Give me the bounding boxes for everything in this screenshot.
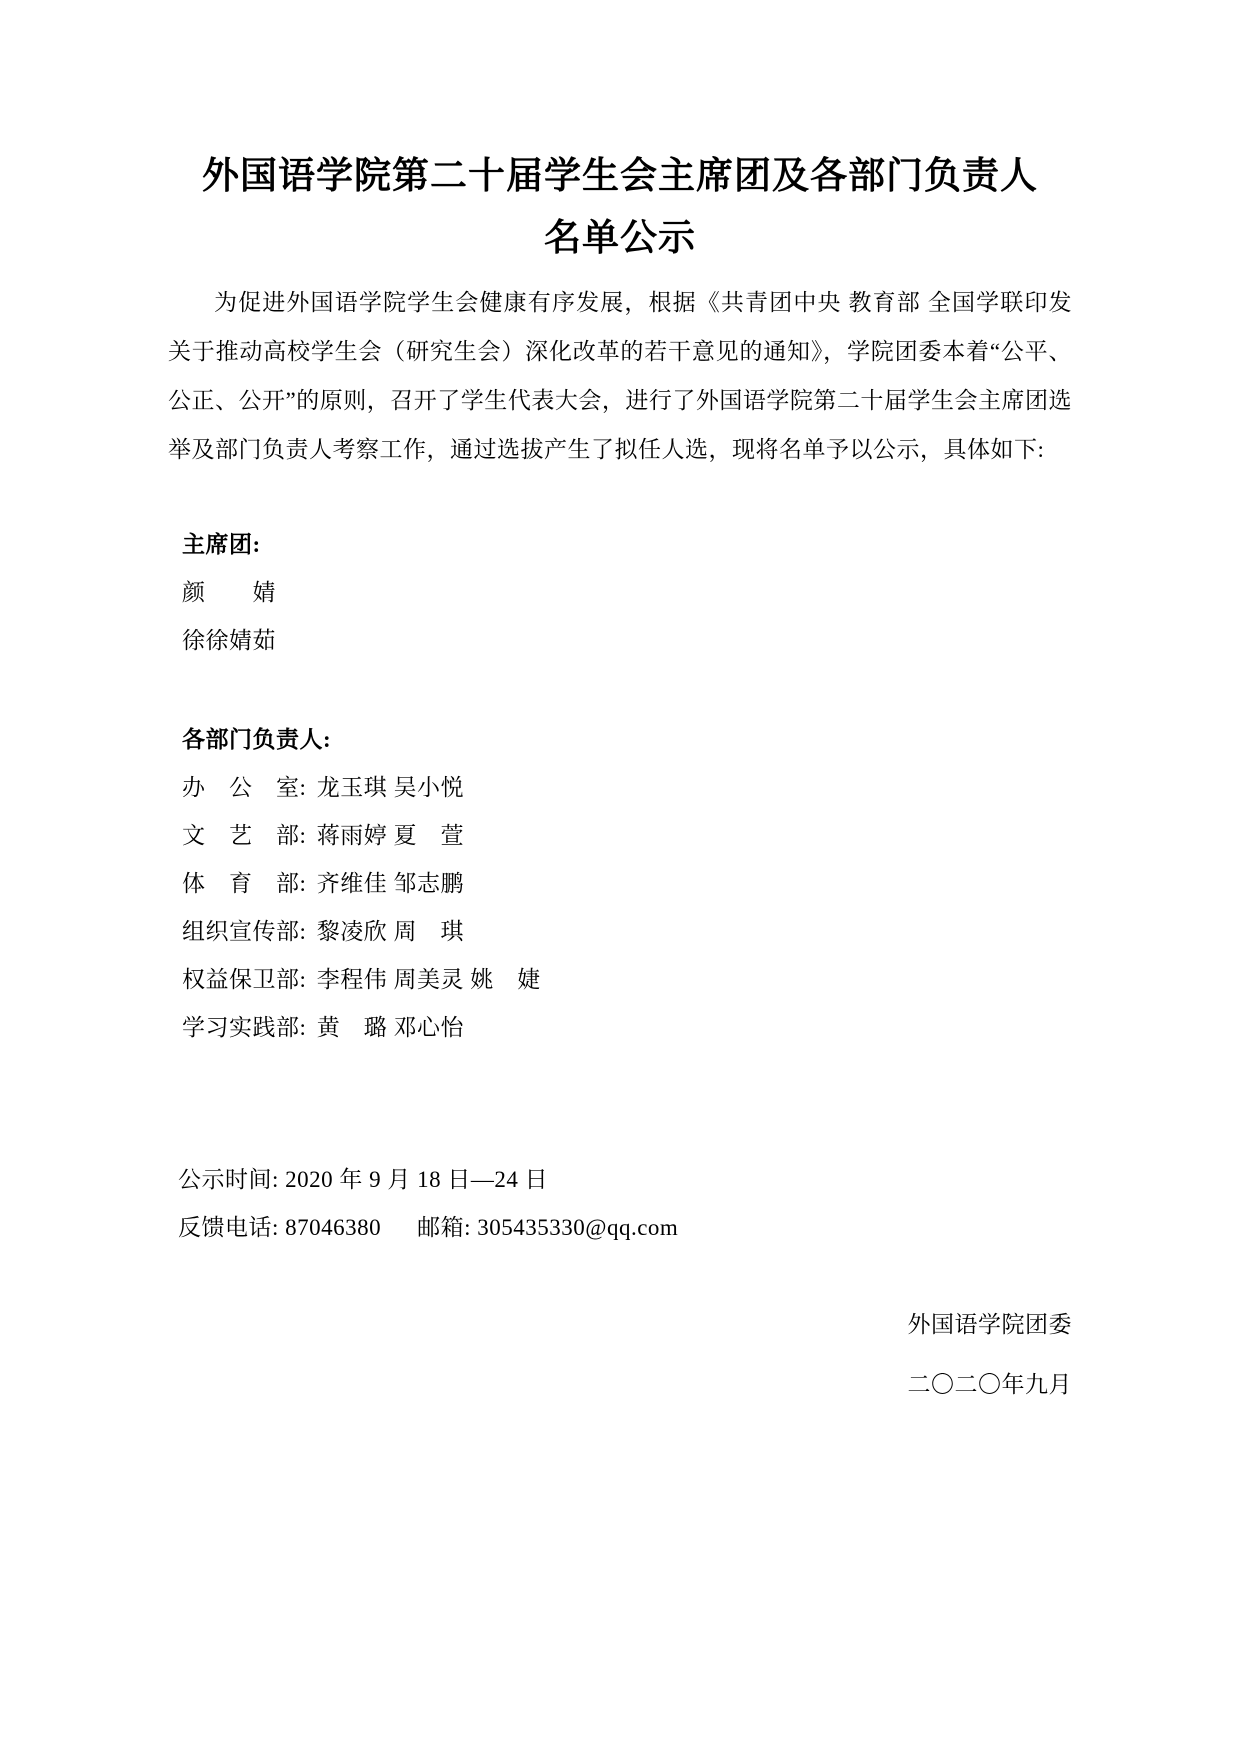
title-line-2: 名单公示 bbox=[544, 218, 696, 259]
department-row bbox=[182, 1004, 1072, 1052]
publicity-time: 公示时间: 2020 年 9 月 18 日—24 日 bbox=[178, 1167, 549, 1192]
department-name: 组织宣传部: bbox=[182, 919, 307, 944]
departments-section bbox=[168, 715, 1072, 1052]
departments-heading: 各部门负责人: bbox=[182, 727, 332, 752]
department-name: 体 育 部: bbox=[182, 871, 307, 896]
department-members: 李程伟 周美灵 姚 婕 bbox=[316, 967, 541, 992]
department-row bbox=[182, 956, 1072, 1004]
presidium-section bbox=[168, 520, 1072, 665]
title-line-1: 外国语学院第二十届学生会主席团及各部门负责人 bbox=[202, 156, 1038, 197]
department-members: 黄 璐 邓心怡 bbox=[316, 1015, 464, 1040]
document-title bbox=[168, 146, 1072, 270]
department-name: 文 艺 部: bbox=[182, 823, 307, 848]
department-members: 齐维佳 邹志鹏 bbox=[316, 871, 464, 896]
notice-section bbox=[168, 1156, 1072, 1252]
department-row bbox=[182, 860, 1072, 908]
department-row bbox=[182, 908, 1072, 956]
signature-date: 二〇二〇年九月 bbox=[907, 1372, 1072, 1397]
department-members: 龙玉琪 吴小悦 bbox=[316, 775, 464, 800]
department-row bbox=[182, 764, 1072, 812]
department-name: 权益保卫部: bbox=[182, 967, 307, 992]
department-members: 黎凌欣 周 琪 bbox=[316, 919, 464, 944]
signature-org: 外国语学院团委 bbox=[907, 1312, 1072, 1337]
department-row bbox=[182, 812, 1072, 860]
presidium-member: 颜 婧 bbox=[182, 580, 276, 605]
presidium-heading: 主席团: bbox=[182, 532, 261, 557]
signature-block bbox=[168, 1301, 1072, 1409]
presidium-member: 徐徐婧茹 bbox=[182, 628, 276, 653]
intro-paragraph: 为促进外国语学院学生会健康有序发展，根据《共青团中央 教育部 全国学联印发关于推动高校学生会（研究生会）深化改革的若干意见的通知》，学院团委本着“公平、公正、公开”的原则，召开了学生代表大会，进行了外国语学院第二十届学生会主席团选举及部门负责人考察工作，通过选拔产生了拟任人选，现将名单予以公示，具体如下: bbox=[168, 290, 1072, 462]
department-name: 学习实践部: bbox=[182, 1015, 307, 1040]
feedback-contact: 反馈电话: 87046380 邮箱: 305435330@qq.com bbox=[178, 1215, 679, 1240]
department-name: 办 公 室: bbox=[182, 775, 307, 800]
department-members: 蒋雨婷 夏 萱 bbox=[316, 823, 464, 848]
